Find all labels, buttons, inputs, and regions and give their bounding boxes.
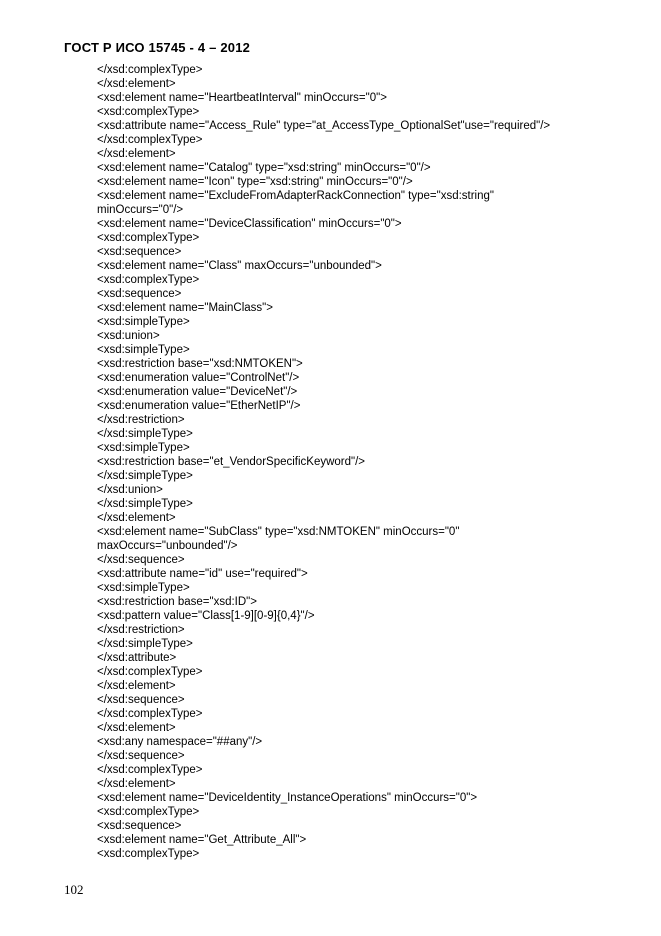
code-line: <xsd:element name="DeviceIdentity_InstanceOperations" minOccurs="0">: [97, 792, 478, 804]
standard-id: ГОСТ Р ИСО 15745 - 4 – 2012: [64, 40, 251, 55]
code-line: </xsd:complexType>: [97, 764, 203, 776]
code-line: <xsd:simpleType>: [97, 316, 190, 328]
code-line: </xsd:complexType>: [97, 666, 203, 678]
code-line: <xsd:complexType>: [97, 806, 200, 818]
code-line: <xsd:element name="MainClass">: [97, 302, 273, 314]
code-line: <xsd:simpleType>: [97, 442, 190, 454]
code-line: <xsd:attribute name="Access_Rule" type="at_AccessType_OptionalSet"use="required"/>: [97, 120, 551, 132]
code-line: <xsd:element name="Class" maxOccurs="unbounded">: [97, 260, 382, 272]
code-line: <xsd:restriction base="et_VendorSpecificKeyword"/>: [97, 456, 366, 468]
code-line: </xsd:complexType>: [97, 708, 203, 720]
code-line: <xsd:attribute name="id" use="required">: [97, 568, 308, 580]
code-line: </xsd:restriction>: [97, 624, 185, 636]
code-line: <xsd:complexType>: [97, 848, 200, 860]
code-line: </xsd:element>: [97, 148, 176, 160]
code-line: <xsd:element name="Get_Attribute_All">: [97, 834, 307, 846]
code-line: <xsd:enumeration value="DeviceNet"/>: [97, 386, 298, 398]
page-number: 102: [64, 882, 84, 897]
code-line: </xsd:complexType>: [97, 134, 203, 146]
code-line: </xsd:sequence>: [97, 750, 185, 762]
document-header: [64, 40, 250, 55]
code-line: <xsd:pattern value="Class[1-9][0-9]{0,4}"/>: [97, 610, 315, 622]
code-line: </xsd:simpleType>: [97, 638, 193, 650]
code-line: </xsd:simpleType>: [97, 498, 193, 510]
code-line: <xsd:any namespace="##any"/>: [97, 736, 263, 748]
code-line: </xsd:simpleType>: [97, 470, 193, 482]
code-line: maxOccurs="unbounded"/>: [97, 540, 238, 552]
code-line: </xsd:sequence>: [97, 694, 185, 706]
code-line: minOccurs="0"/>: [97, 204, 184, 216]
code-line: </xsd:union>: [97, 484, 163, 496]
xsd-code-listing: [97, 63, 637, 861]
code-line: </xsd:element>: [97, 778, 176, 790]
code-line: </xsd:element>: [97, 512, 176, 524]
code-line: </xsd:element>: [97, 78, 176, 90]
code-line: <xsd:restriction base="xsd:NMTOKEN">: [97, 358, 303, 370]
code-line: <xsd:complexType>: [97, 106, 200, 118]
code-line: </xsd:complexType>: [97, 64, 203, 76]
code-line: <xsd:enumeration value="EtherNetIP"/>: [97, 400, 301, 412]
code-line: </xsd:element>: [97, 722, 176, 734]
code-line: </xsd:element>: [97, 680, 176, 692]
code-line: <xsd:element name="Icon" type="xsd:string" minOccurs="0"/>: [97, 176, 413, 188]
code-line: <xsd:element name="HeartbeatInterval" minOccurs="0">: [97, 92, 387, 104]
code-line: <xsd:union>: [97, 330, 160, 342]
code-line: <xsd:element name="DeviceClassification" minOccurs="0">: [97, 218, 402, 230]
code-line: </xsd:sequence>: [97, 554, 185, 566]
code-line: </xsd:simpleType>: [97, 428, 193, 440]
code-line: <xsd:sequence>: [97, 246, 182, 258]
code-line: <xsd:complexType>: [97, 274, 200, 286]
code-line: <xsd:restriction base="xsd:ID">: [97, 596, 257, 608]
code-line: <xsd:sequence>: [97, 820, 182, 832]
code-line: </xsd:restriction>: [97, 414, 185, 426]
code-line: <xsd:element name="Catalog" type="xsd:string" minOccurs="0"/>: [97, 162, 431, 174]
code-line: <xsd:enumeration value="ControlNet"/>: [97, 372, 300, 384]
code-line: </xsd:attribute>: [97, 652, 177, 664]
code-line: <xsd:element name="ExcludeFromAdapterRackConnection" type="xsd:string": [97, 190, 494, 202]
code-line: <xsd:sequence>: [97, 288, 182, 300]
code-line: <xsd:element name="SubClass" type="xsd:NMTOKEN" minOccurs="0": [97, 526, 460, 538]
code-line: <xsd:complexType>: [97, 232, 200, 244]
code-line: <xsd:simpleType>: [97, 582, 190, 594]
code-line: <xsd:simpleType>: [97, 344, 190, 356]
